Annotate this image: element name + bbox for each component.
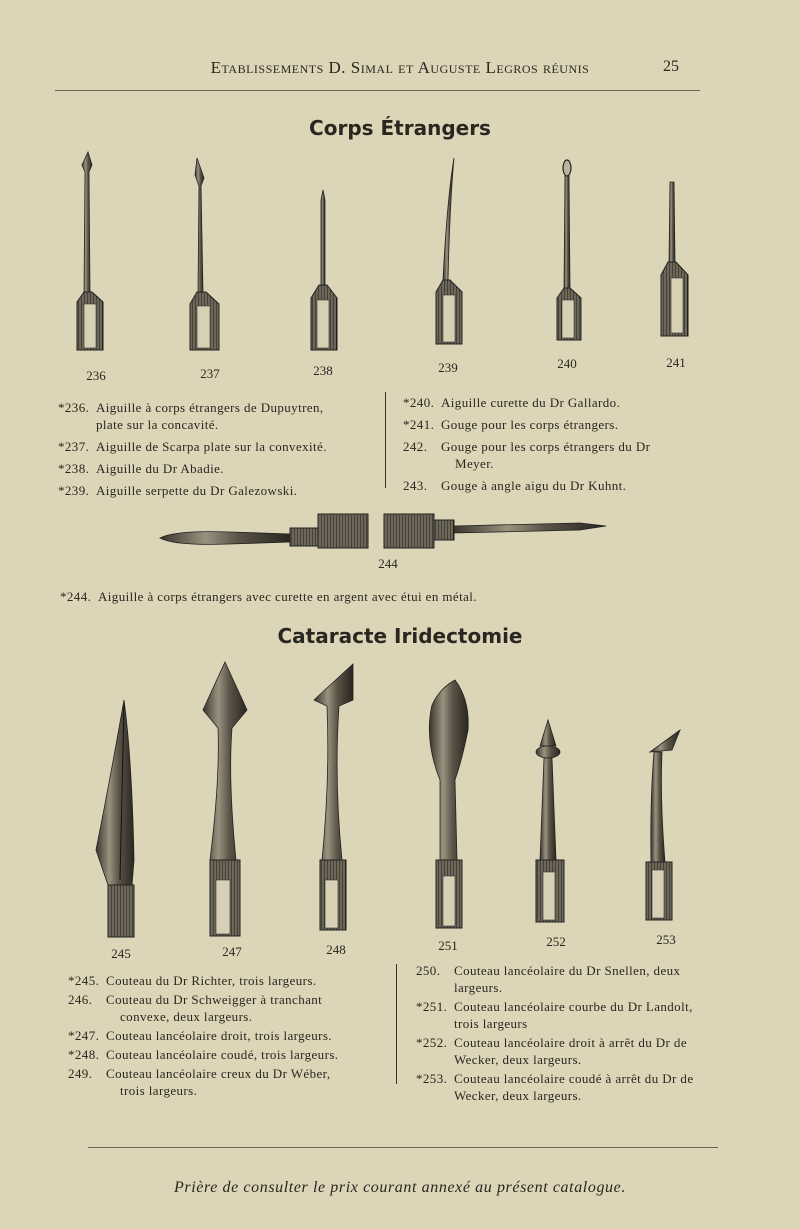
instrument-240	[557, 160, 581, 340]
list-item: *237. Aiguille de Scarpa plate sur la convexité.	[58, 439, 327, 454]
figure-number: 247	[222, 944, 242, 959]
footer-rule	[88, 1147, 718, 1148]
description-list-left	[58, 399, 378, 504]
footer-note: Prière de consulter le prix courant annexé au présent catalogue.	[174, 1179, 626, 1196]
list-item: 249. Couteau lancéolaire creux du Dr Wéber, trois largeurs.	[68, 1066, 331, 1098]
section-title-cataracte-iridectomie: Cataracte Iridectomie	[277, 624, 523, 648]
list-item: 246. Couteau du Dr Schweigger à tranchant convexe, deux largeurs.	[68, 992, 323, 1024]
list-item: *241. Gouge pour les corps étrangers.	[403, 417, 619, 432]
instrument-238	[311, 190, 337, 350]
figure-number: 241	[666, 355, 686, 370]
list-item: 242. Gouge pour les corps étrangers du Dr Meyer.	[403, 439, 651, 471]
figure-number: 238	[313, 363, 333, 378]
list-item: *236. Aiguille à corps étrangers de Dupuytren, plate sur la concavité.	[58, 400, 324, 432]
instrument-253	[646, 730, 680, 920]
instrument-248	[314, 664, 353, 930]
list-item: 250. Couteau lancéolaire du Dr Snellen, deux largeurs.	[416, 963, 681, 995]
description-list-right	[403, 394, 733, 499]
page-number: 25	[663, 58, 679, 75]
instrument-245	[96, 700, 134, 937]
running-head-text: Etablissements D. Simal et Auguste Legros réunis	[210, 58, 590, 77]
figure-number: 251	[438, 938, 458, 953]
list-item: *248. Couteau lancéolaire coudé, trois largeurs.	[68, 1047, 339, 1062]
figure-number: 237	[200, 366, 220, 381]
figure-number: 244	[378, 556, 398, 571]
instrument-251	[429, 680, 468, 928]
figure-number: 236	[86, 368, 106, 383]
column-divider	[385, 392, 386, 488]
instrument-237	[190, 158, 219, 350]
description-list-left	[68, 972, 388, 1101]
list-item: *240. Aiguille curette du Dr Gallardo.	[403, 395, 621, 410]
figure-number: 245	[111, 946, 131, 961]
instrument-247	[203, 662, 247, 936]
figure-number: 252	[546, 934, 566, 949]
figure-number: 248	[326, 942, 346, 957]
list-item: *239. Aiguille serpette du Dr Galezowski.	[58, 483, 298, 498]
figure-number: 239	[438, 360, 458, 375]
instrument-241	[661, 182, 688, 336]
list-item: *238. Aiguille du Dr Abadie.	[58, 461, 224, 476]
list-item: *245. Couteau du Dr Richter, trois largeurs.	[68, 973, 317, 988]
description-list-right	[416, 962, 756, 1106]
figure-number: 240	[557, 356, 577, 371]
list-item: 243. Gouge à angle aigu du Dr Kuhnt.	[403, 478, 627, 493]
section-title-corps-etrangers: Corps Étrangers	[309, 116, 491, 140]
list-item: *252. Couteau lancéolaire droit à arrêt du Dr de Wecker, deux largeurs.	[416, 1035, 688, 1067]
instrument-236	[77, 152, 103, 350]
list-item: *253. Couteau lancéolaire coudé à arrêt du Dr de Wecker, deux largeurs.	[416, 1071, 694, 1103]
column-divider	[396, 964, 397, 1084]
instrument-252	[536, 720, 564, 922]
instrument-244	[160, 514, 606, 548]
case-description: *244. Aiguille à corps étrangers avec curette en argent avec étui en métal.	[60, 589, 477, 604]
list-item: *247. Couteau lancéolaire droit, trois largeurs.	[68, 1028, 332, 1043]
list-item: *251. Couteau lancéolaire courbe du Dr Landolt, trois largeurs	[416, 999, 693, 1031]
figure-number: 253	[656, 932, 676, 947]
instrument-239	[436, 158, 462, 344]
